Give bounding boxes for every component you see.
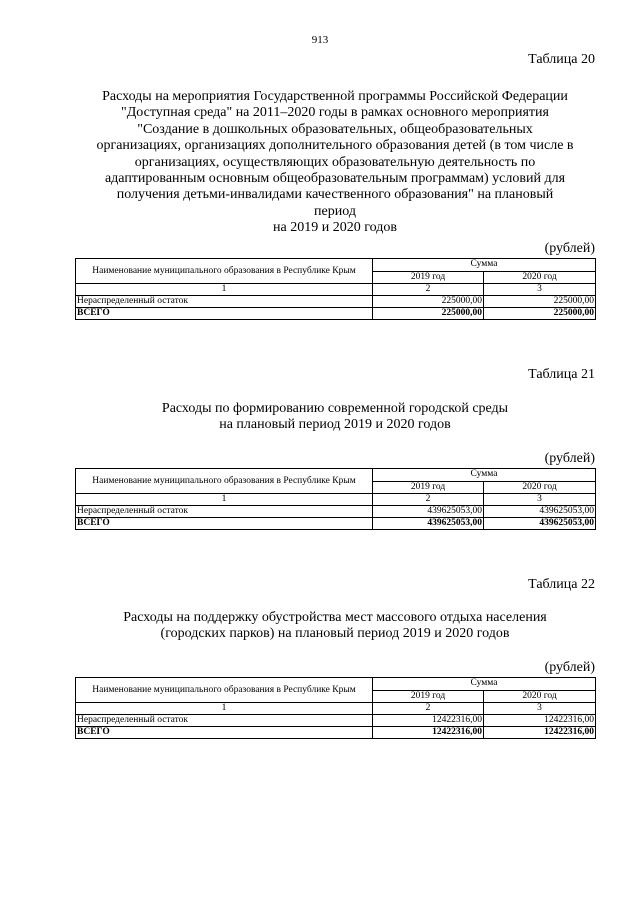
total-label: ВСЕГО [76,727,373,739]
title-line: Расходы по формированию современной городской среды [161,401,509,416]
col-number-2: 2 [373,494,484,506]
row-label: Нераспределенный остаток [76,296,373,308]
col-number-1: 1 [76,703,373,715]
col-number-3: 3 [484,284,596,296]
col-number-1: 1 [76,284,373,296]
row-value-2020: 12422316,00 [484,715,596,727]
header-name: Наименование муниципального образования в Республике Крым [76,469,373,494]
col-number-2: 2 [373,703,484,715]
total-value-2020: 225000,00 [484,308,596,320]
table-20 [75,258,596,320]
table-20-units: (рублей) [544,241,595,256]
row-value-2020: 225000,00 [484,296,596,308]
col-number-1: 1 [76,494,373,506]
total-value-2019: 439625053,00 [373,518,484,530]
table-20-label: Таблица 20 [528,52,595,67]
title-line: организациях, организациях дополнительного образования детей (в том числе в [96,138,574,154]
header-sum: Сумма [373,469,596,482]
total-row [76,518,596,530]
row-value-2019: 12422316,00 [373,715,484,727]
header-2020: 2020 год [484,271,596,284]
title-line: (городских парков) на плановый период 2019 и 2020 годов [160,626,510,642]
col-number-3: 3 [484,494,596,506]
header-name: Наименование муниципального образования в Республике Крым [76,678,373,703]
table-21 [75,468,596,530]
row-label: Нераспределенный остаток [76,715,373,727]
title-line: период [314,203,356,219]
header-2020: 2020 год [484,481,596,494]
title-line: получения детьми-инвалидами качественного образования" на плановый [116,187,554,203]
col-number-2: 2 [373,284,484,296]
page-number: 913 [311,34,329,46]
row-value-2019: 225000,00 [373,296,484,308]
table-22-label: Таблица 22 [528,577,595,592]
table-21-label: Таблица 21 [528,367,595,382]
table-row [76,296,596,308]
table-22-units: (рублей) [544,660,595,675]
header-2020: 2020 год [484,690,596,703]
table-21-title [60,401,610,434]
table-row [76,506,596,518]
header-2019: 2019 год [373,690,484,703]
title-line: "Доступная среда" на 2011–2020 годы в рамках основного мероприятия [121,105,549,121]
row-label: Нераспределенный остаток [76,506,373,518]
total-label: ВСЕГО [76,308,373,320]
total-value-2020: 12422316,00 [484,727,596,739]
title-line: организациях, осуществляющих образовательную деятельность по [134,154,536,170]
total-row [76,308,596,320]
col-number-3: 3 [484,703,596,715]
header-name: Наименование муниципального образования в Республике Крым [76,259,373,284]
title-line: на 2019 и 2020 годов [273,220,397,236]
total-value-2019: 225000,00 [373,308,484,320]
title-line: "Создание в дошкольных образовательных, общеобразовательных [137,121,533,137]
title-line: Расходы на поддержку обустройства мест массового отдыха населения [123,610,547,625]
row-value-2019: 439625053,00 [373,506,484,518]
total-value-2019: 12422316,00 [373,727,484,739]
row-value-2020: 439625053,00 [484,506,596,518]
total-value-2020: 439625053,00 [484,518,596,530]
title-line: на плановый период 2019 и 2020 годов [219,417,451,433]
title-line: адаптированным основным общеобразовательным программам) условий для [104,171,566,187]
total-row [76,727,596,739]
header-sum: Сумма [373,259,596,272]
table-22 [75,677,596,739]
table-row [76,715,596,727]
total-label: ВСЕГО [76,518,373,530]
table-22-title [60,610,610,643]
table-20-title [60,89,610,237]
header-2019: 2019 год [373,481,484,494]
title-line: Расходы на мероприятия Государственной программы Российской Федерации [102,89,568,104]
header-2019: 2019 год [373,271,484,284]
header-sum: Сумма [373,678,596,691]
table-21-units: (рублей) [544,451,595,466]
